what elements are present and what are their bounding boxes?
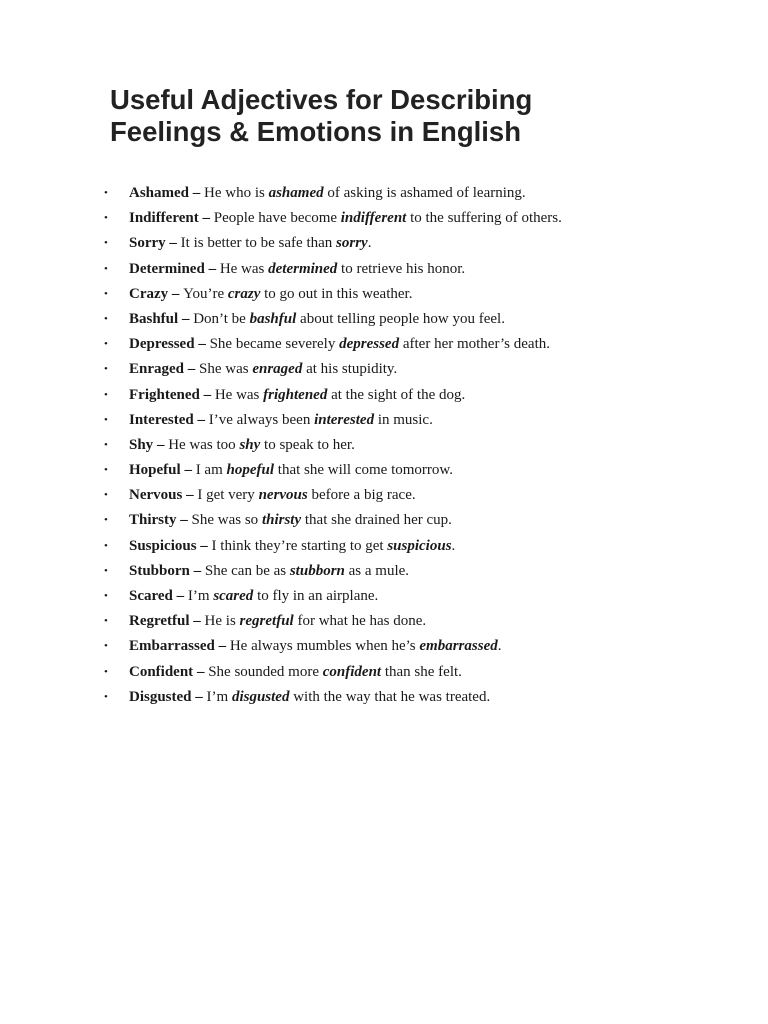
list-item — [0, 685, 768, 710]
term-dash: – — [182, 487, 198, 504]
list-item-entry — [129, 508, 452, 533]
example-text-before: She was — [199, 361, 253, 378]
example-text-after: as a mule. — [344, 562, 410, 579]
page-title — [110, 84, 670, 148]
adjective-term: Shy — [129, 436, 154, 453]
adjective-term: Ashamed — [129, 185, 190, 201]
example-text-before: I am — [195, 462, 227, 479]
bullet-icon: • — [104, 363, 108, 376]
example-text-after: than she felt. — [381, 663, 462, 680]
adjective-term: Nervous — [129, 487, 183, 504]
term-dash: – — [214, 638, 230, 655]
bullet-icon: • — [104, 438, 108, 451]
adjective-term: Determined — [129, 260, 205, 277]
example-highlighted-adjective: thirsty — [261, 512, 302, 529]
term-dash: – — [193, 663, 209, 680]
term-dash: – — [196, 537, 212, 554]
list-item — [0, 458, 768, 483]
example-highlighted-adjective: nervous — [258, 487, 308, 504]
bullet-icon: • — [104, 413, 108, 426]
example-highlighted-adjective: determined — [268, 260, 338, 277]
bullet-icon: • — [104, 590, 108, 602]
term-dash: – — [184, 361, 200, 378]
adjective-term: Disgusted — [129, 688, 192, 705]
adjective-term: Regretful — [129, 613, 190, 630]
adjective-term: Indifferent — [129, 210, 199, 227]
example-text-after: to fly in an airplane. — [253, 588, 379, 604]
list-item — [0, 584, 768, 609]
adjective-term: Enraged — [129, 361, 185, 378]
list-item-entry — [129, 660, 462, 685]
example-text-after: about telling people how you feel. — [296, 310, 505, 327]
example-text-before: She became severely — [209, 336, 340, 353]
bullet-icon: • — [104, 464, 108, 477]
list-item-entry — [129, 307, 505, 332]
list-item — [0, 307, 768, 332]
example-highlighted-adjective: embarrassed — [419, 638, 498, 655]
example-text-after: . — [497, 638, 502, 655]
adjective-term: Scared — [129, 588, 173, 604]
term-dash: – — [198, 210, 214, 227]
adjective-term: Depressed — [129, 336, 195, 353]
example-text-after: to speak to her. — [260, 436, 355, 453]
term-dash: – — [189, 185, 205, 201]
term-dash: – — [165, 235, 181, 252]
example-highlighted-adjective: frightened — [263, 386, 328, 403]
adjective-term: Crazy — [129, 285, 169, 302]
adjective-term: Hopeful — [129, 462, 181, 479]
term-dash: – — [189, 562, 205, 579]
list-item — [0, 408, 768, 433]
example-highlighted-adjective: bashful — [249, 310, 297, 327]
term-dash: – — [153, 436, 169, 453]
list-item-entry — [129, 383, 465, 408]
example-text-before: You’re — [183, 285, 228, 302]
list-item — [0, 609, 768, 634]
example-text-after: that she drained her cup. — [301, 512, 452, 529]
example-text-before: I’m — [206, 688, 232, 705]
list-item-entry — [129, 257, 465, 282]
bullet-icon: • — [104, 690, 108, 703]
example-text-before: He is — [204, 613, 240, 630]
bullet-icon: • — [104, 312, 108, 325]
example-text-before: She was so — [191, 512, 262, 529]
list-item-entry — [129, 231, 371, 256]
term-dash: – — [180, 462, 196, 479]
example-highlighted-adjective: interested — [314, 411, 375, 428]
adjective-term: Embarrassed — [129, 638, 215, 655]
list-item — [0, 332, 768, 357]
list-item — [0, 660, 768, 685]
list-item — [0, 433, 768, 458]
bullet-icon: • — [104, 212, 108, 225]
adjective-term: Thirsty — [129, 512, 177, 529]
bullet-icon: • — [104, 564, 108, 577]
example-text-after: . — [451, 537, 456, 554]
adjective-term: Sorry — [129, 235, 166, 252]
bullet-icon: • — [104, 489, 108, 502]
example-text-before: I get very — [197, 487, 259, 504]
example-text-after: with the way that he was treated. — [289, 688, 491, 705]
example-highlighted-adjective: ashamed — [268, 185, 324, 201]
list-item — [0, 357, 768, 382]
list-item — [0, 483, 768, 508]
example-text-before: People have become — [213, 210, 341, 227]
page-title-line-2: Feelings & Emotions in English — [110, 116, 522, 147]
term-dash: – — [204, 260, 220, 277]
list-item-entry — [129, 534, 455, 559]
adjective-term: Bashful — [129, 310, 179, 327]
bullet-icon: • — [104, 237, 108, 250]
adjective-term: Interested — [129, 411, 194, 428]
list-item — [0, 534, 768, 559]
bullet-icon: • — [104, 615, 108, 628]
bullet-icon: • — [104, 640, 108, 653]
list-item — [0, 634, 768, 659]
list-item — [0, 206, 768, 231]
list-item — [0, 282, 768, 307]
bullet-icon: • — [104, 514, 108, 527]
list-item-entry — [129, 408, 433, 433]
example-text-after: of asking is ashamed of learning. — [323, 185, 526, 201]
list-item-entry — [129, 282, 412, 307]
term-dash: – — [194, 336, 210, 353]
list-item-entry — [129, 483, 416, 508]
term-dash: – — [191, 688, 207, 705]
bullet-icon: • — [104, 539, 108, 552]
example-text-before: She sounded more — [208, 663, 323, 680]
example-text-after: to the suffering of others. — [406, 210, 562, 227]
example-highlighted-adjective: indifferent — [340, 210, 407, 227]
adjective-list — [0, 181, 768, 710]
bullet-icon: • — [104, 388, 108, 401]
list-item-entry — [129, 584, 378, 609]
term-dash: – — [172, 588, 188, 604]
list-item — [0, 559, 768, 584]
term-dash: – — [176, 512, 192, 529]
adjective-term: Suspicious — [129, 537, 197, 554]
example-text-before: I’m — [187, 588, 214, 604]
example-text-before: He was — [214, 386, 264, 403]
list-item-entry — [129, 357, 397, 382]
example-text-before: He was too — [168, 436, 240, 453]
term-dash: – — [178, 310, 194, 327]
bullet-icon: • — [104, 665, 108, 678]
example-highlighted-adjective: hopeful — [226, 462, 275, 479]
example-text-before: I’ve always been — [208, 411, 315, 428]
adjective-term: Stubborn — [129, 562, 190, 579]
example-text-before: It is better to be safe than — [180, 235, 337, 252]
example-text-after: to go out in this weather. — [260, 285, 413, 302]
example-highlighted-adjective: stubborn — [289, 562, 345, 579]
example-highlighted-adjective: crazy — [227, 285, 261, 302]
list-item-entry — [129, 609, 426, 634]
example-highlighted-adjective: sorry — [336, 235, 368, 252]
list-item — [0, 231, 768, 256]
example-text-after: in music. — [374, 411, 433, 428]
example-text-after: at the sight of the dog. — [327, 386, 466, 403]
list-item-entry — [129, 458, 453, 483]
example-text-after: . — [367, 235, 372, 252]
list-item — [0, 257, 768, 282]
bullet-icon: • — [104, 187, 108, 199]
list-item-entry — [129, 181, 526, 206]
list-item-entry — [129, 433, 355, 458]
example-text-before: I think they’re starting to get — [211, 537, 388, 554]
term-dash: – — [168, 285, 184, 302]
page-title-line-1: Useful Adjectives for Describing — [110, 84, 533, 115]
example-text-after: for what he has done. — [293, 613, 427, 630]
list-item — [0, 383, 768, 408]
bullet-icon: • — [104, 262, 108, 275]
example-highlighted-adjective: scared — [213, 588, 254, 604]
example-text-before: She can be as — [204, 562, 290, 579]
list-item-entry — [129, 634, 501, 659]
example-highlighted-adjective: enraged — [252, 361, 303, 378]
list-item — [0, 508, 768, 533]
example-text-after: that she will come tomorrow. — [274, 462, 454, 479]
example-text-after: at his stupidity. — [302, 361, 398, 378]
list-item-entry — [129, 206, 562, 231]
bullet-icon: • — [104, 338, 108, 351]
example-text-after: before a big race. — [307, 487, 416, 504]
example-text-after: after her mother’s death. — [399, 336, 551, 353]
example-highlighted-adjective: depressed — [339, 336, 400, 353]
example-highlighted-adjective: confident — [322, 663, 382, 680]
example-highlighted-adjective: disgusted — [231, 688, 290, 705]
list-item-entry — [129, 559, 409, 584]
list-item-entry — [129, 332, 550, 357]
example-text-after: to retrieve his honor. — [337, 260, 466, 277]
example-text-before: He always mumbles when he’s — [229, 638, 420, 655]
term-dash: – — [199, 386, 215, 403]
term-dash: – — [193, 411, 209, 428]
example-highlighted-adjective: shy — [239, 436, 261, 453]
example-text-before: Don’t be — [193, 310, 250, 327]
bullet-icon: • — [104, 287, 108, 300]
term-dash: – — [189, 613, 205, 630]
adjective-term: Frightened — [129, 386, 200, 403]
list-item — [0, 181, 768, 206]
example-highlighted-adjective: suspicious — [387, 537, 452, 554]
example-text-before: He who is — [204, 185, 269, 201]
example-highlighted-adjective: regretful — [239, 613, 294, 630]
list-item-entry — [129, 685, 490, 710]
example-text-before: He was — [219, 260, 269, 277]
adjective-term: Confident — [129, 663, 194, 680]
